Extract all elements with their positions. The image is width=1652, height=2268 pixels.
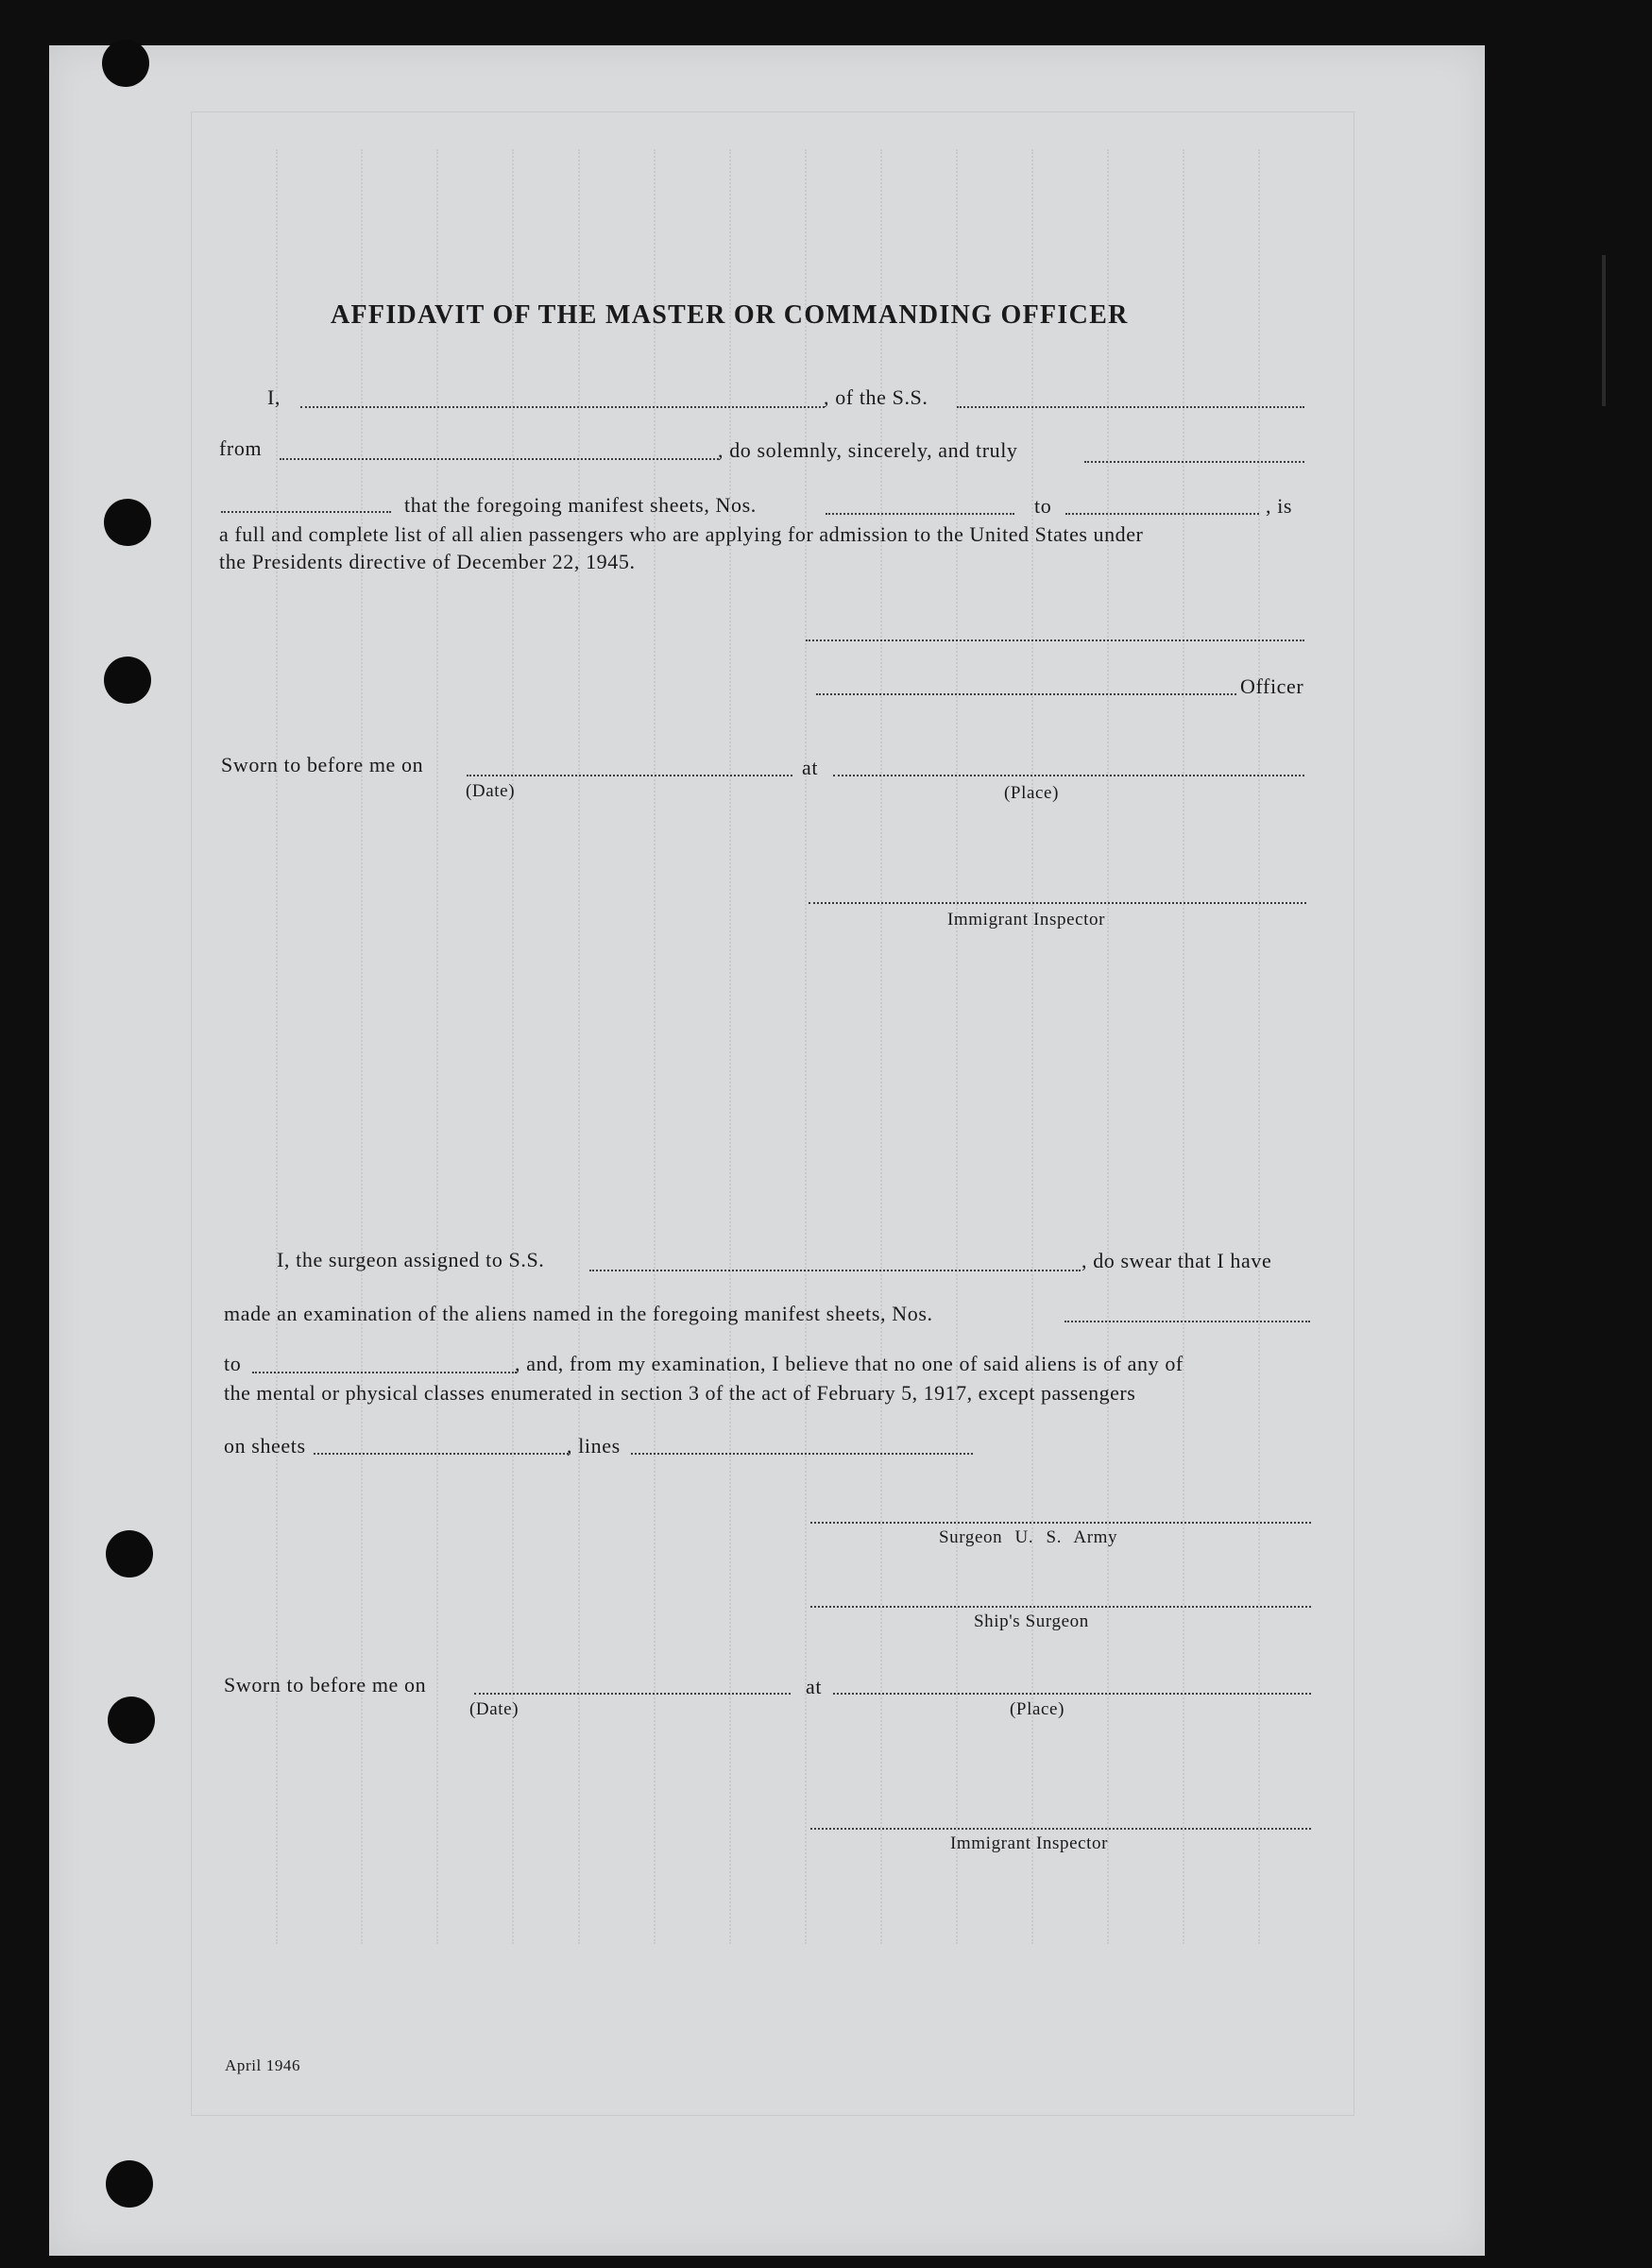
master-line1-start: I,: [267, 385, 281, 409]
master-sworn-date-blank: [467, 775, 792, 776]
document-page: [49, 45, 1485, 2256]
master-line4: a full and complete list of all alien passengers who are applying for admission to the United States under: [219, 522, 1144, 546]
page-edge-mark: [1602, 255, 1606, 406]
surgeon-inspector-label: Immigrant Inspector: [950, 1833, 1109, 1853]
surgeon-ship-blank: [589, 1270, 1081, 1271]
master-name-blank: [300, 406, 825, 408]
surgeon-lines-blank: [631, 1453, 973, 1455]
master-line3-to: to: [1034, 494, 1052, 518]
surgeon-line3-start: to: [224, 1352, 242, 1375]
surgeon-inspector-line: [810, 1828, 1311, 1830]
army-surgeon-signature-line: [810, 1522, 1311, 1524]
punch-hole: [108, 1697, 155, 1744]
master-line2-start: from: [219, 436, 263, 460]
army-surgeon-label: Surgeon U. S. Army: [939, 1527, 1118, 1547]
origin-port-blank: [280, 458, 719, 460]
surgeon-line5-start: on sheets: [224, 1434, 306, 1458]
surgeon-line5-mid: , lines: [567, 1434, 621, 1458]
officer-label: Officer: [1240, 674, 1304, 698]
master-inspector-label: Immigrant Inspector: [947, 910, 1106, 929]
master-sworn-label: Sworn to before me on: [221, 753, 424, 776]
ship-surgeon-label: Ship's Surgeon: [974, 1611, 1089, 1631]
ship-surgeon-signature-line: [810, 1606, 1311, 1608]
punch-hole: [106, 1530, 153, 1577]
master-place-label: (Place): [1004, 783, 1059, 803]
ship-name-blank: [957, 406, 1304, 408]
master-signature-line: [806, 639, 1304, 641]
oath-blank: [1084, 461, 1304, 463]
surgeon-line1-end: , do swear that I have: [1081, 1249, 1272, 1272]
punch-hole: [104, 657, 151, 704]
officer-signature-line: [816, 693, 1236, 695]
bleed-through-background: [49, 45, 1485, 2256]
sheet-to-blank: [1065, 513, 1259, 515]
surgeon-line3-end: , and, from my examination, I believe that no one of said aliens is of any of: [515, 1352, 1184, 1375]
surgeon-sworn-place-blank: [833, 1693, 1311, 1695]
master-sworn-place-blank: [833, 775, 1304, 776]
surgeon-sheet-to-blank: [252, 1372, 517, 1373]
master-line3-end: , is: [1266, 494, 1293, 518]
master-line2-mid: , do solemnly, sincerely, and truly: [718, 438, 1018, 462]
master-date-label: (Date): [466, 781, 516, 801]
footer-date: April 1946: [225, 2056, 301, 2074]
master-line1-mid: , of the S.S.: [824, 385, 928, 409]
page-title: AFFIDAVIT OF THE MASTER OR COMMANDING OFFICER: [331, 300, 1129, 330]
surgeon-line2: made an examination of the aliens named in the foregoing manifest sheets, Nos.: [224, 1302, 933, 1325]
master-line3-mid: that the foregoing manifest sheets, Nos.: [404, 493, 757, 517]
surgeon-date-label: (Date): [469, 1699, 519, 1719]
surgeon-sheet-from-blank: [1064, 1321, 1310, 1322]
surgeon-line4: the mental or physical classes enumerated in section 3 of the act of February 5, 1917, except passengers: [224, 1381, 1136, 1405]
surgeon-place-label: (Place): [1010, 1699, 1064, 1719]
master-at-label: at: [802, 756, 819, 779]
surgeon-line1-start: I, the surgeon assigned to S.S.: [277, 1248, 545, 1271]
surgeon-sheets-blank: [314, 1453, 569, 1455]
surgeon-sworn-label: Sworn to before me on: [224, 1673, 427, 1697]
punch-hole: [104, 499, 151, 546]
surgeon-sworn-date-blank: [474, 1693, 791, 1695]
oath-verb-blank: [221, 511, 391, 513]
punch-hole: [106, 2160, 153, 2208]
master-inspector-line: [809, 902, 1306, 904]
surgeon-at-label: at: [806, 1675, 823, 1698]
sheet-from-blank: [826, 513, 1014, 515]
master-line5: the Presidents directive of December 22, 1945.: [219, 550, 636, 573]
punch-hole: [102, 40, 149, 87]
